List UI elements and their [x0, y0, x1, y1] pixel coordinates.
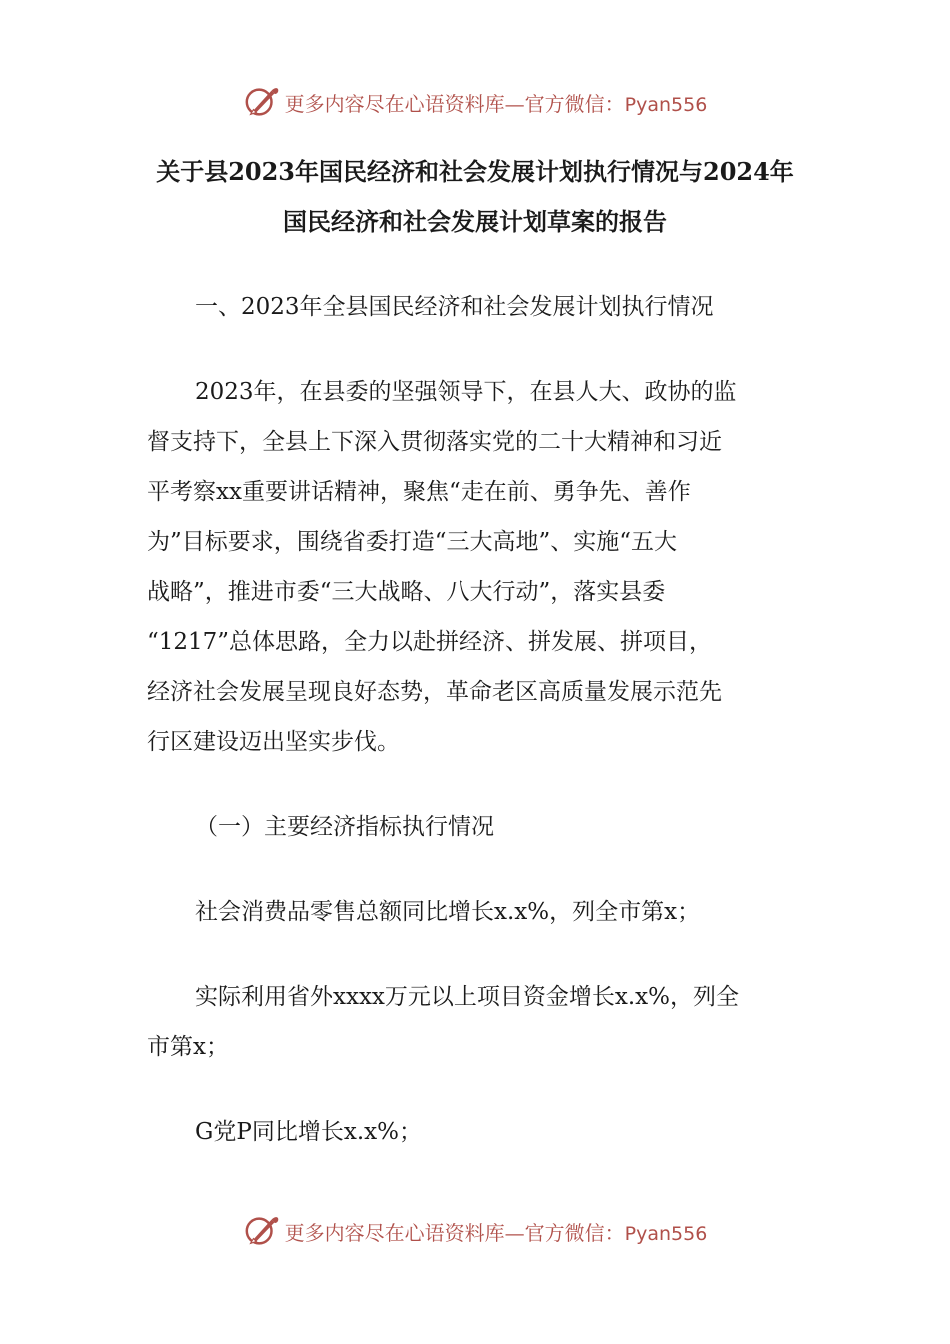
paragraph-line: 平考察xx重要讲话精神，聚焦“走在前、勇争先、善作 — [147, 479, 691, 505]
watermark-content — [243, 83, 708, 121]
subheading-main-indicators: （一）主要经济指标执行情况 — [195, 814, 494, 840]
paragraph-line: “1217”总体思路，全力以赴拼经济、拼发展、拼项目， — [147, 629, 713, 655]
paragraph-line: 行区建设迈出坚实步伐。 — [147, 729, 400, 755]
paragraph-line: 经济社会发展呈现良好态势，革命老区高质量发展示范先 — [147, 679, 722, 705]
paragraph-line: 为”目标要求，围绕省委打造“三大高地”、实施“五大 — [147, 529, 678, 555]
paragraph-line: 实际利用省外xxxx万元以上项目资金增长x.x%，列全 — [195, 984, 739, 1010]
watermark-banner-bottom — [0, 1211, 950, 1251]
intro-paragraph — [147, 367, 807, 767]
watermark-text: 更多内容尽在心语资料库—官方微信：Pyan556 — [284, 1220, 708, 1245]
document-title-line-1: 关于县2023年国民经济和社会发展计划执行情况与2024年 — [156, 157, 794, 186]
paragraph-line: 市第x； — [147, 1034, 229, 1060]
indicator-gdp: G党P同比增长x.x%； — [195, 1119, 422, 1145]
indicator-investment — [147, 972, 807, 1072]
section-heading-1: 一、2023年全县国民经济和社会发展计划执行情况 — [195, 294, 714, 320]
document-title-line-2: 国民经济和社会发展计划草案的报告 — [283, 207, 667, 236]
indicator-retail-sales: 社会消费品零售总额同比增长x.x%，列全市第x； — [195, 899, 701, 925]
quill-pen-logo-icon — [243, 83, 281, 121]
quill-pen-logo-icon — [243, 1212, 281, 1250]
paragraph-line: 督支持下，全县上下深入贯彻落实党的二十大精神和习近 — [147, 429, 722, 455]
paragraph-line: 2023年，在县委的坚强领导下，在县人大、政协的监 — [195, 379, 737, 405]
watermark-banner-top — [0, 82, 950, 122]
paragraph-line: 战略”，推进市委“三大战略、八大行动”，落实县委 — [147, 579, 666, 605]
watermark-content — [243, 1212, 708, 1250]
watermark-text: 更多内容尽在心语资料库—官方微信：Pyan556 — [284, 91, 708, 116]
